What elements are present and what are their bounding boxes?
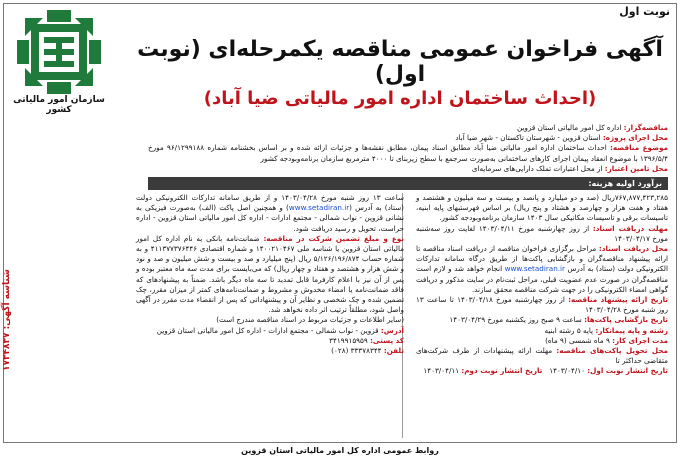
duration-row	[416, 336, 668, 346]
duration-value: ۹ ماه شمسی (۹ ماه)	[545, 335, 610, 345]
note-row: (سایر اطلاعات و جزئیات مربوط در اسناد مناقصه مندرج است)	[216, 315, 404, 325]
publish-label-2: تاریخ انتشار نوبت دوم:	[461, 366, 543, 376]
field-value: پایه ۵ رشته ابنیه	[544, 325, 594, 335]
phone-value: ۳۳۳۷۸۳۴۴ (۰۲۸)	[331, 346, 382, 356]
subject-row	[148, 143, 668, 163]
postal-value: ۳۴۱۹۹۱۵۹۵۹	[329, 335, 368, 345]
guarantee-text-2: و همچنین اصل پاکت (الف) به‌صورت فیزیکی به نشانی قزوین - نواب شمالی - مجتمع ادارات - اداره کل امور مالیاتی استان قزوین - اداره حراست، تحویل و رسید دریافت شود.	[136, 203, 404, 233]
org-logo	[6, 10, 112, 115]
phone-row	[136, 346, 404, 356]
footer	[3, 442, 677, 458]
field-row	[416, 326, 668, 336]
employer-label: مناقصه‌گزار:	[623, 123, 668, 132]
deadline-value: از روز چهارشنبه مورخ ۱۴۰۳/۰۴/۱۸ تا ساعت ۱۳ روز شنبه مورخ ۱۴۰۳/۰۴/۲۸	[416, 295, 668, 315]
amount-row	[136, 234, 404, 316]
place-label: محل دریافت اسناد:	[598, 244, 668, 254]
funding-label: محل تامین اعتبار:	[604, 163, 668, 173]
delivery-value: مهلت ارائه پیشنهادات از طرف شرکت‌های متقاضی حداکثر تا	[416, 346, 668, 366]
notice-title: آگهی فراخوان عمومی مناقصه یکمرحله‌ای (نوبت اول)	[137, 37, 663, 87]
estimate-banner: برآورد اولیه هزینه:	[148, 177, 668, 190]
location-value: استان قزوین - شهرستان تاکستان - شهر ضیا آباد	[455, 133, 601, 143]
address-value: قزوین - نواب شمالی - مجتمع ادارات - اداره کل امور مالیاتی استان قزوین	[156, 325, 379, 335]
subject-label: موضوع مناقصه:	[610, 143, 668, 153]
amount-value: ضمانت‌نامه بانکی به نام اداره کل امور مالیاتی استان قزوین یا شناسه ملی ۱۴۰۰۲۱۰۴۶۷ و شماره اقتصادی ۴۱۱۳۷۷۳۷۶۴۴۶ و به شماره حساب ۵/۱۲۶/۱۹۶/۸۷۴ ریال (پنج میلیارد و صد و بیست و شش میلیون و صد و نود و شش هزار و هشتصد و هفتاد و چهار ریال) که می‌بایست برای مدت سه ماه معتبر بوده و پس از آن نیز با اعلام کارفرما قابل تمدید تا سه ماه دیگر باشد. ضمناً به پیشنهادهای که فاقد ضمانت‌نامه یا امضاء مخدوش و مشروط و ضمانت‌نامه‌های کمتر از میزان مقرر، چک تضمین شده و چک شخصی و نظایر آن و پیشنهاداتی که پس از انقضاء مدت مقرر در آگهی واصل شود، مطلقاً ترتیب اثر داده نخواهد شد.	[136, 233, 404, 315]
place-row	[416, 244, 668, 295]
opening-row	[416, 315, 668, 325]
delivery-row	[416, 346, 668, 366]
employer-row	[148, 123, 668, 133]
employer-value: اداره کل امور مالیاتی استان قزوین	[517, 123, 622, 132]
subject-value: احداث ساختمان اداره امور مالیاتی ضیا آباد مطابق اسناد پیمان، مطابق نقشه‌ها و جزئیات ارائه شده و بر اساس بخشنامه شماره ۹۶/۱۲۹۹۱۸۸ مورخ ۱۳۹۶/۵/۴ با موضوع انعقاد پیمان اجرای کارهای ساختمانی به‌صورت سرجمع با سطح زیربنای تا ۴۰۰۰ مترمربع سازمان برنامه‌وبودجه کشور	[148, 143, 668, 163]
tender-details	[148, 123, 668, 174]
address-label: آدرس:	[380, 325, 404, 335]
address-row	[136, 326, 404, 336]
duration-label: مدت اجرای کار:	[612, 335, 668, 345]
field-label: رشته و پایه پیمانکار:	[595, 325, 668, 335]
opening-label: تاریخ بازگشایی پاکت‌ها:	[584, 315, 668, 325]
receive-row	[416, 224, 668, 244]
publish-value-2: ۱۴۰۳/۰۴/۱۱	[423, 366, 460, 376]
guarantee-row: ساعت ۱۳ روز شنبه مورخ ۱۴۰۳/۰۴/۲۸ و از طریق سامانه تدارکات الکترونیکی دولت (ستاد) به آدرس (www.setadiran.ir) و همچنین اصل پاکت (الف) به‌صورت فیزیکی به نشانی قزوین - نواب شمالی - مجتمع ادارات - اداره کل امور مالیاتی استان قزوین - اداره حراست، تحویل و رسید دریافت شود.	[136, 193, 404, 233]
guarantee-text: ساعت ۱۳ روز شنبه مورخ ۱۴۰۳/۰۴/۲۸ و از طریق سامانه تدارکات الکترونیکی دولت (ستاد) به آدرس	[136, 193, 404, 213]
publish-label: تاریخ انتشار نوبت اول:	[587, 366, 668, 376]
org-name: سازمان امور مالیاتی کشور	[13, 95, 105, 115]
place-value-2: انجام خواهد شد و لازم است مناقصه‌گران در صورت عدم عضویت قبلی، مراحل ثبت‌نام در سایت مذکور و دریافت گواهی امضاء الکترونیکی را در جهت شرکت مناقصه محقق سازند.	[416, 264, 668, 294]
place-value: مراحل برگزاری فراخوان مناقصه از دریافت اسناد مناقصه تا ارائه پیشنهاد مناقصه‌گران و بازگشایی پاکت‌ها از طریق درگاه سامانه تدارکات الکترونیکی دولت (ستاد) به آدرس	[416, 244, 668, 274]
receive-label: مهلت دریافت اسناد:	[592, 223, 668, 233]
left-column	[136, 193, 404, 356]
publish-row	[416, 366, 668, 376]
deadline-label: تاریخ ارائه پیشنهاد مناقصه:	[568, 295, 669, 305]
funding-row	[148, 164, 668, 174]
tax-org-emblem-icon	[17, 10, 101, 94]
publish-value: ۱۴۰۳/۰۴/۱۰	[549, 366, 585, 376]
edition-label: نوبت اول	[619, 5, 670, 18]
notice-id: شناسه آگهی: ۱۷۳۴۸۳۷	[2, 269, 12, 371]
postal-row	[136, 336, 404, 346]
location-label: محل اجرای پروژه:	[602, 133, 668, 143]
amount-label: نوع و مبلغ تضمین شرکت در مناقصه:	[263, 233, 404, 243]
deadline-row	[416, 295, 668, 315]
postal-label: کد پستی:	[370, 335, 404, 345]
setadiran-link[interactable]: www.setadiran.ir	[504, 264, 565, 274]
phone-label: تلفن:	[383, 346, 404, 356]
delivery-label: محل تحویل پاکت‌های مناقصه:	[556, 346, 668, 356]
funding-value: از محل اعتبارات تملک دارایی‌های سرمایه‌ای	[471, 163, 603, 173]
setadiran-link-2[interactable]: www.setadiran.ir	[288, 203, 350, 213]
opening-value: ساعت ۹ صبح روز یکشنبه مورخ ۱۴۰۳/۰۴/۲۹	[449, 315, 582, 325]
footer-text: روابط عمومی اداره کل امور مالیاتی استان قزوین	[241, 446, 439, 455]
estimate-text: ۷۶۷,۸۷۷,۴۲۳,۲۸۵ریال (صد و دو میلیارد و پانصد و بیست و سه میلیون و هشتصد و هفتاد و هفت هزار و چهارصد و هشتاد و پنج ریال) بر اساس فهرستبهای پایه ابنیه، تاسیسات برقی و تاسیسات مکانیکی سال ۱۴۰۳ سازمان برنامه‌وبودجه کشور.	[416, 193, 668, 223]
right-column	[416, 193, 668, 377]
location-row	[148, 133, 668, 143]
receive-value: از روز چهارشنبه مورخ ۱۴۰۳/۰۴/۱۱ لغایت روز سه‌شنبه مورخ ۱۴۰۳/۰۴/۱۷	[416, 223, 668, 243]
notice-subtitle: (احداث ساختمان اداره امور مالیاتی ضیا آباد)	[203, 88, 597, 109]
